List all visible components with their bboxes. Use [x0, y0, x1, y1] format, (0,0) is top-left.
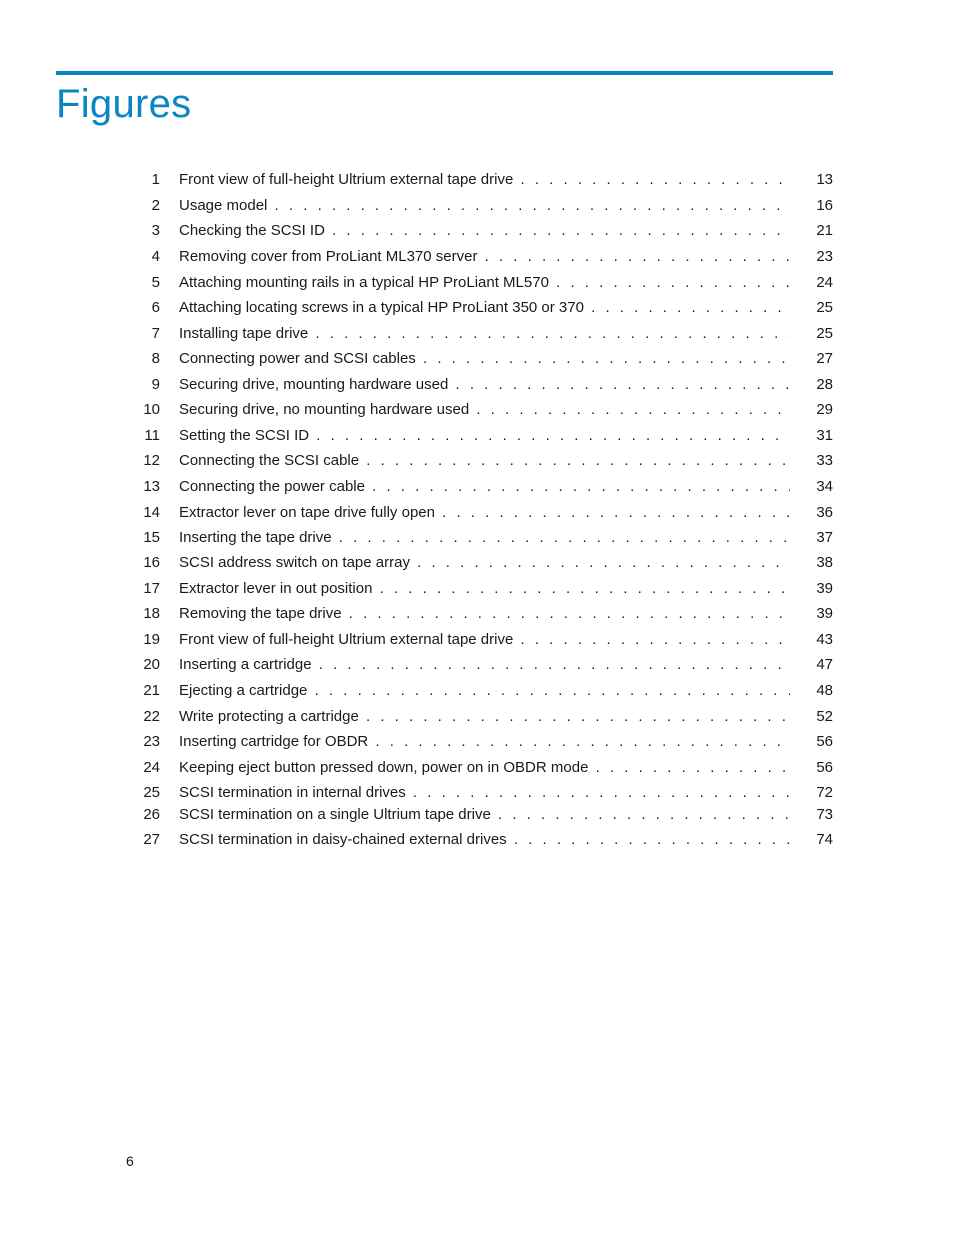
figure-page: 29	[816, 401, 833, 418]
figure-title: Extractor lever in out position . . .	[179, 578, 790, 600]
toc-row[interactable]	[0, 272, 954, 294]
figure-title: Ejecting a cartridge . . .	[179, 680, 790, 702]
figure-page: 24	[816, 274, 833, 291]
figure-title: Connecting power and SCSI cables . . .	[179, 348, 790, 370]
page-title: Figures	[56, 82, 192, 126]
figure-page: 16	[816, 197, 833, 214]
figure-number: 16	[143, 554, 160, 571]
figure-number: 15	[143, 529, 160, 546]
figure-page: 36	[816, 504, 833, 521]
figure-title: Inserting the tape drive . . .	[179, 527, 790, 549]
toc-row[interactable]	[0, 450, 954, 472]
figure-number: 5	[151, 274, 160, 291]
figure-page: 37	[816, 529, 833, 546]
figure-title: SCSI termination in internal drives . . .	[179, 782, 790, 804]
page-number: 6	[126, 1153, 134, 1169]
figure-number: 12	[143, 452, 160, 469]
figure-title: Securing drive, mounting hardware used . . .	[179, 374, 790, 396]
figure-number: 17	[143, 580, 160, 597]
figure-number: 20	[143, 656, 160, 673]
figure-number: 25	[143, 784, 160, 801]
figure-title: Securing drive, no mounting hardware used . . .	[179, 399, 790, 421]
figure-page: 31	[816, 427, 833, 444]
toc-row[interactable]	[0, 374, 954, 396]
toc-row[interactable]	[0, 629, 954, 651]
toc-row[interactable]	[0, 603, 954, 625]
figure-number: 22	[143, 708, 160, 725]
figure-number: 6	[151, 299, 160, 316]
toc-row[interactable]	[0, 829, 954, 851]
toc-row[interactable]	[0, 476, 954, 498]
toc-row[interactable]	[0, 654, 954, 676]
toc-row[interactable]	[0, 399, 954, 421]
figure-number: 23	[143, 733, 160, 750]
figure-number: 18	[143, 605, 160, 622]
figure-title: SCSI termination in daisy-chained external drives . . .	[179, 829, 790, 851]
figure-page: 27	[816, 350, 833, 367]
figure-page: 39	[816, 605, 833, 622]
figure-title: Attaching locating screws in a typical HP ProLiant 350 or 370 . . .	[179, 297, 790, 319]
figure-page: 48	[816, 682, 833, 699]
figure-title: SCSI address switch on tape array . . .	[179, 552, 790, 574]
toc-row[interactable]	[0, 220, 954, 242]
figure-title: Extractor lever on tape drive fully open . . .	[179, 502, 790, 524]
figure-number: 27	[143, 831, 160, 848]
figure-page: 21	[816, 222, 833, 239]
figure-title: Inserting a cartridge . . .	[179, 654, 790, 676]
figure-title: Connecting the power cable . . .	[179, 476, 790, 498]
toc-row[interactable]	[0, 502, 954, 524]
figure-page: 43	[816, 631, 833, 648]
figure-page: 23	[816, 248, 833, 265]
figure-title: Write protecting a cartridge . . .	[179, 706, 790, 728]
figure-page: 33	[816, 452, 833, 469]
figure-number: 21	[143, 682, 160, 699]
figure-title: Inserting cartridge for OBDR . . .	[179, 731, 790, 753]
figure-number: 9	[151, 376, 160, 393]
figure-title: Connecting the SCSI cable . . .	[179, 450, 790, 472]
figure-page: 52	[816, 708, 833, 725]
toc-row[interactable]	[0, 552, 954, 574]
figure-page: 13	[816, 171, 833, 188]
figure-title: Removing the tape drive . . .	[179, 603, 790, 625]
figure-page: 34	[816, 478, 833, 495]
figure-page: 74	[816, 831, 833, 848]
figure-title: Setting the SCSI ID . . .	[179, 425, 790, 447]
figure-title: SCSI termination on a single Ultrium tape drive . . .	[179, 804, 790, 826]
toc-row[interactable]	[0, 578, 954, 600]
figure-page: 25	[816, 325, 833, 342]
figure-number: 4	[151, 248, 160, 265]
figure-page: 72	[816, 784, 833, 801]
toc-row[interactable]	[0, 757, 954, 779]
toc-row[interactable]	[0, 804, 954, 826]
figure-page: 47	[816, 656, 833, 673]
toc-row[interactable]	[0, 323, 954, 345]
figure-title: Checking the SCSI ID . . .	[179, 220, 790, 242]
toc-row[interactable]	[0, 425, 954, 447]
figure-number: 1	[151, 171, 160, 188]
toc-row[interactable]	[0, 680, 954, 702]
figure-title: Front view of full-height Ultrium external tape drive . . .	[179, 629, 790, 651]
toc-row[interactable]	[0, 731, 954, 753]
figure-number: 11	[144, 427, 160, 444]
figure-number: 14	[143, 504, 160, 521]
figure-number: 8	[151, 350, 160, 367]
figure-title: Installing tape drive . . .	[179, 323, 790, 345]
figure-title: Removing cover from ProLiant ML370 server . . .	[179, 246, 790, 268]
figure-title: Keeping eject button pressed down, power on in OBDR mode . . .	[179, 757, 790, 779]
figure-number: 19	[143, 631, 160, 648]
figure-number: 26	[143, 806, 160, 823]
figure-page: 38	[816, 554, 833, 571]
toc-row[interactable]	[0, 782, 954, 804]
toc-row[interactable]	[0, 527, 954, 549]
figure-page: 39	[816, 580, 833, 597]
toc-row[interactable]	[0, 169, 954, 191]
figure-number: 13	[143, 478, 160, 495]
toc-row[interactable]	[0, 297, 954, 319]
figure-number: 10	[143, 401, 160, 418]
toc-row[interactable]	[0, 246, 954, 268]
toc-row[interactable]	[0, 195, 954, 217]
figure-page: 28	[816, 376, 833, 393]
figure-title: Front view of full-height Ultrium external tape drive . . .	[179, 169, 790, 191]
figure-number: 7	[151, 325, 160, 342]
figure-title: Usage model . . .	[179, 195, 790, 217]
figure-number: 2	[151, 197, 160, 214]
title-rule	[56, 71, 833, 75]
toc-row[interactable]	[0, 706, 954, 728]
figure-page: 25	[816, 299, 833, 316]
figure-number: 24	[143, 759, 160, 776]
figure-number: 3	[151, 222, 160, 239]
figure-page: 56	[816, 733, 833, 750]
figure-title: Attaching mounting rails in a typical HP ProLiant ML570 . . .	[179, 272, 790, 294]
figure-page: 56	[816, 759, 833, 776]
figure-page: 73	[816, 806, 833, 823]
toc-row[interactable]	[0, 348, 954, 370]
